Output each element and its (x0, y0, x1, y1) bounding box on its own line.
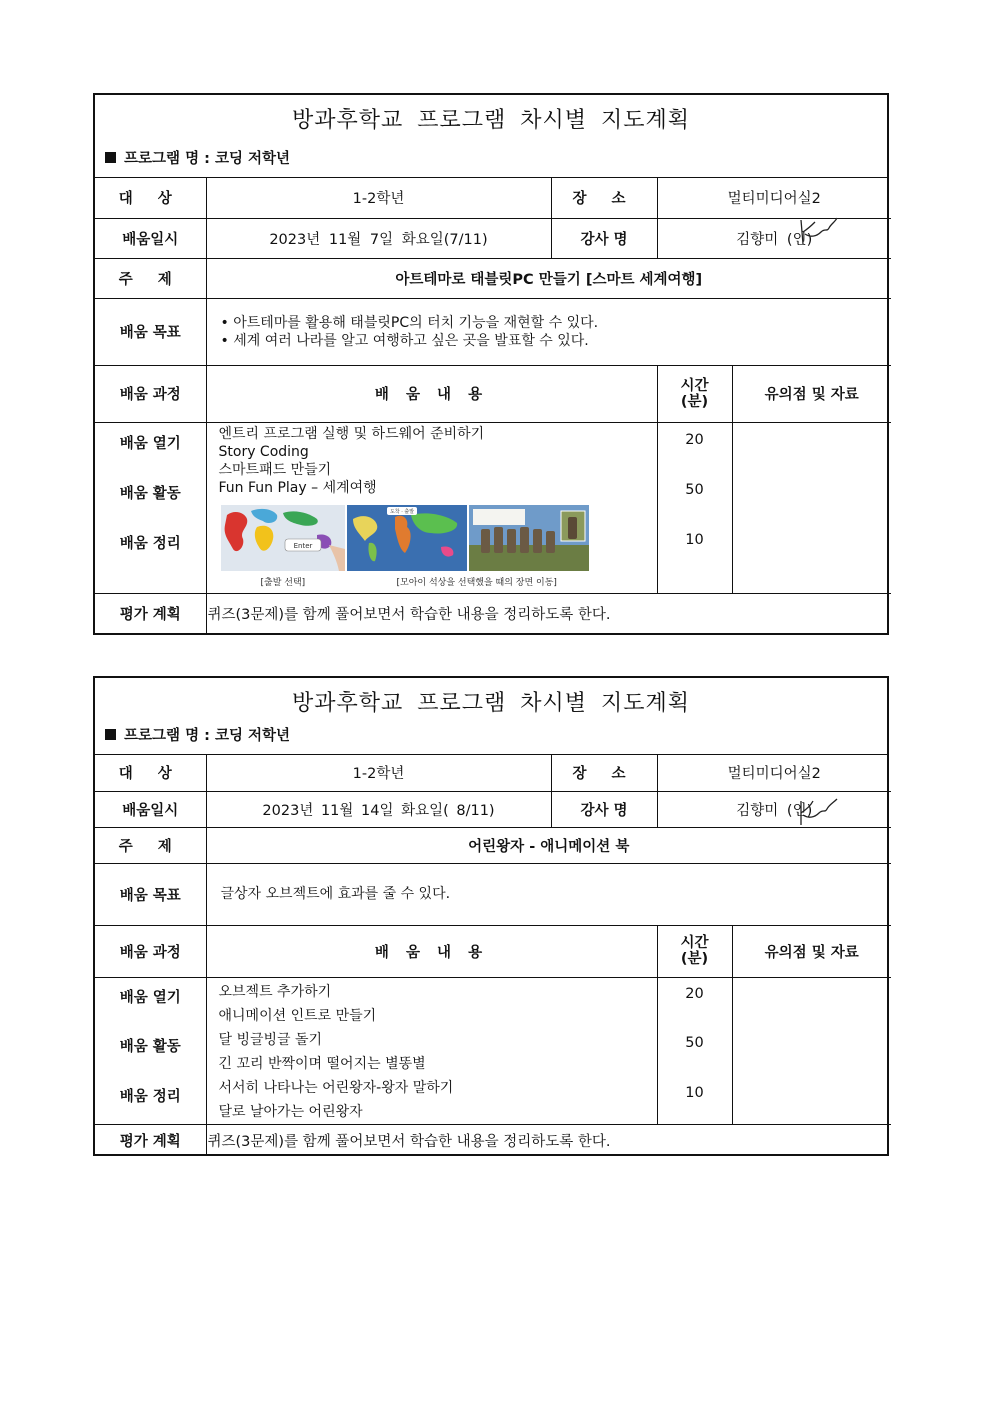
time-header: 시간 (분) (657, 365, 732, 422)
goal-label: 배움 목표 (95, 298, 206, 365)
content-column (206, 977, 657, 1124)
notes-header: 유의점 및 자료 (732, 925, 891, 977)
stage-close: 배움 정리 (119, 1088, 181, 1105)
topic-label: 주 제 (95, 827, 206, 863)
enter-label: Enter (293, 541, 312, 550)
instructor-name: 김향미 (736, 231, 779, 248)
signature-icon (795, 214, 839, 250)
goal-list (206, 298, 891, 365)
eval-value: 퀴즈(3문제)를 함께 풀어보면서 학습한 내용을 정리하도록 한다. (206, 593, 891, 633)
program-name: 프로그램 명 : 코딩 저학년 (105, 147, 290, 168)
goal-list (206, 863, 891, 925)
stage-open: 배움 열기 (119, 435, 181, 452)
seal-text: (인) (786, 231, 813, 248)
stage-column (95, 422, 206, 593)
target-label: 대 상 (95, 755, 206, 791)
world-map-image (347, 505, 467, 571)
stage-open: 배움 열기 (119, 989, 181, 1006)
topic-value: 아트테마로 태블릿PC 만들기 [스마트 세계여행] (206, 258, 891, 298)
content-line: 애니메이션 인트로 만들기 (218, 1007, 377, 1024)
date-label: 배움일시 (95, 218, 206, 258)
lesson-images (221, 505, 591, 588)
image-caption: [모아이 석상을 선택했을 때의 장면 이동] (396, 577, 557, 588)
seal-text: (인) (786, 802, 813, 819)
content-column (206, 422, 657, 593)
world-map-icon (347, 505, 467, 571)
time-column (657, 422, 732, 593)
time-header: 시간 (분) (657, 925, 732, 977)
content-line: 달로 날아가는 어린왕자 (218, 1103, 363, 1120)
topic-value: 어린왕자 - 애니메이션 북 (206, 827, 891, 863)
target-value: 1-2학년 (206, 755, 551, 791)
instructor-name: 김향미 (736, 802, 779, 819)
plan-table (95, 755, 891, 1156)
place-label: 장 소 (551, 178, 657, 218)
moai-image (469, 505, 589, 571)
time-column (657, 977, 732, 1124)
program-name: 프로그램 명 : 코딩 저학년 (105, 724, 290, 745)
stage-column (95, 977, 206, 1124)
eval-label: 평가 계획 (95, 593, 206, 633)
goal-label: 배움 목표 (95, 863, 206, 925)
time-value: 10 (685, 1084, 704, 1101)
content-line: 서서히 나타나는 어린왕자-왕자 말하기 (218, 1079, 454, 1096)
time-value: 20 (685, 431, 704, 448)
goal-item: 글상자 오브젝트에 효과를 줄 수 있다. (220, 886, 451, 902)
stage-activity: 배움 활동 (119, 485, 181, 502)
signature-icon (795, 793, 839, 829)
process-label: 배움 과정 (95, 365, 206, 422)
content-header: 배 움 내 용 (206, 365, 657, 422)
instructor-label: 강사 명 (551, 791, 657, 827)
signature-seal (783, 799, 812, 820)
time-value: 50 (685, 481, 704, 498)
goal-item: • 세계 여러 나라를 알고 여행하고 싶은 곳을 발표할 수 있다. (220, 332, 589, 349)
place-value: 멀티미디어실2 (657, 178, 891, 218)
instructor-value (657, 218, 891, 258)
eval-label: 평가 계획 (95, 1124, 206, 1156)
moai-statues-icon (469, 505, 589, 571)
date-label: 배움일시 (95, 791, 206, 827)
stage-close: 배움 정리 (119, 535, 181, 552)
time-value: 50 (685, 1034, 704, 1051)
goal-item: • 아트테마를 활용해 태블릿PC의 터치 기능을 재현할 수 있다. (220, 314, 599, 331)
document-title: 방과후학교 프로그램 차시별 지도계획 (291, 108, 690, 133)
date-value: 2023년 11월 14일 화요일( 8/11) (206, 791, 551, 827)
place-value: 멀티미디어실2 (657, 755, 891, 791)
lesson-plan-1 (93, 93, 889, 635)
notes-cell (732, 977, 891, 1124)
content-line: Fun Fun Play – 세계여행 (218, 479, 377, 496)
content-line: 스마트패드 만들기 (218, 461, 332, 478)
stage-activity: 배움 활동 (119, 1038, 181, 1055)
square-bullet-icon (105, 152, 116, 163)
target-value: 1-2학년 (206, 178, 551, 218)
content-line: 오브젝트 추가하기 (218, 983, 332, 1000)
content-line: 긴 꼬리 반짝이며 떨어지는 별똥별 (218, 1055, 426, 1072)
plan-header (95, 678, 887, 755)
lesson-plan-2 (93, 676, 889, 1156)
instructor-value (657, 791, 891, 827)
signature-seal (783, 228, 812, 249)
world-map-tablet-icon (221, 505, 345, 571)
content-line: 달 빙글빙글 돌기 (218, 1031, 323, 1048)
eval-value: 퀴즈(3문제)를 함께 풀어보면서 학습한 내용을 정리하도록 한다. (206, 1124, 891, 1156)
target-label: 대 상 (95, 178, 206, 218)
place-label: 장 소 (551, 755, 657, 791)
image-caption: [출발 선택] (260, 577, 306, 588)
notes-header: 유의점 및 자료 (732, 365, 891, 422)
topic-label: 주 제 (95, 258, 206, 298)
notes-cell (732, 422, 891, 593)
time-value: 20 (685, 985, 704, 1002)
content-header: 배 움 내 용 (206, 925, 657, 977)
map-label: 도착 · 출발 (389, 508, 414, 515)
document-title: 방과후학교 프로그램 차시별 지도계획 (291, 691, 690, 716)
content-line: 엔트리 프로그램 실행 및 하드웨어 준비하기 (218, 425, 485, 442)
tablet-map-image (221, 505, 345, 571)
plan-header (95, 95, 887, 178)
instructor-label: 강사 명 (551, 218, 657, 258)
content-line: Story Coding (218, 443, 309, 460)
date-value: 2023년 11월 7일 화요일(7/11) (206, 218, 551, 258)
plan-table (95, 178, 891, 633)
process-label: 배움 과정 (95, 925, 206, 977)
time-value: 10 (685, 531, 704, 548)
square-bullet-icon (105, 729, 116, 740)
